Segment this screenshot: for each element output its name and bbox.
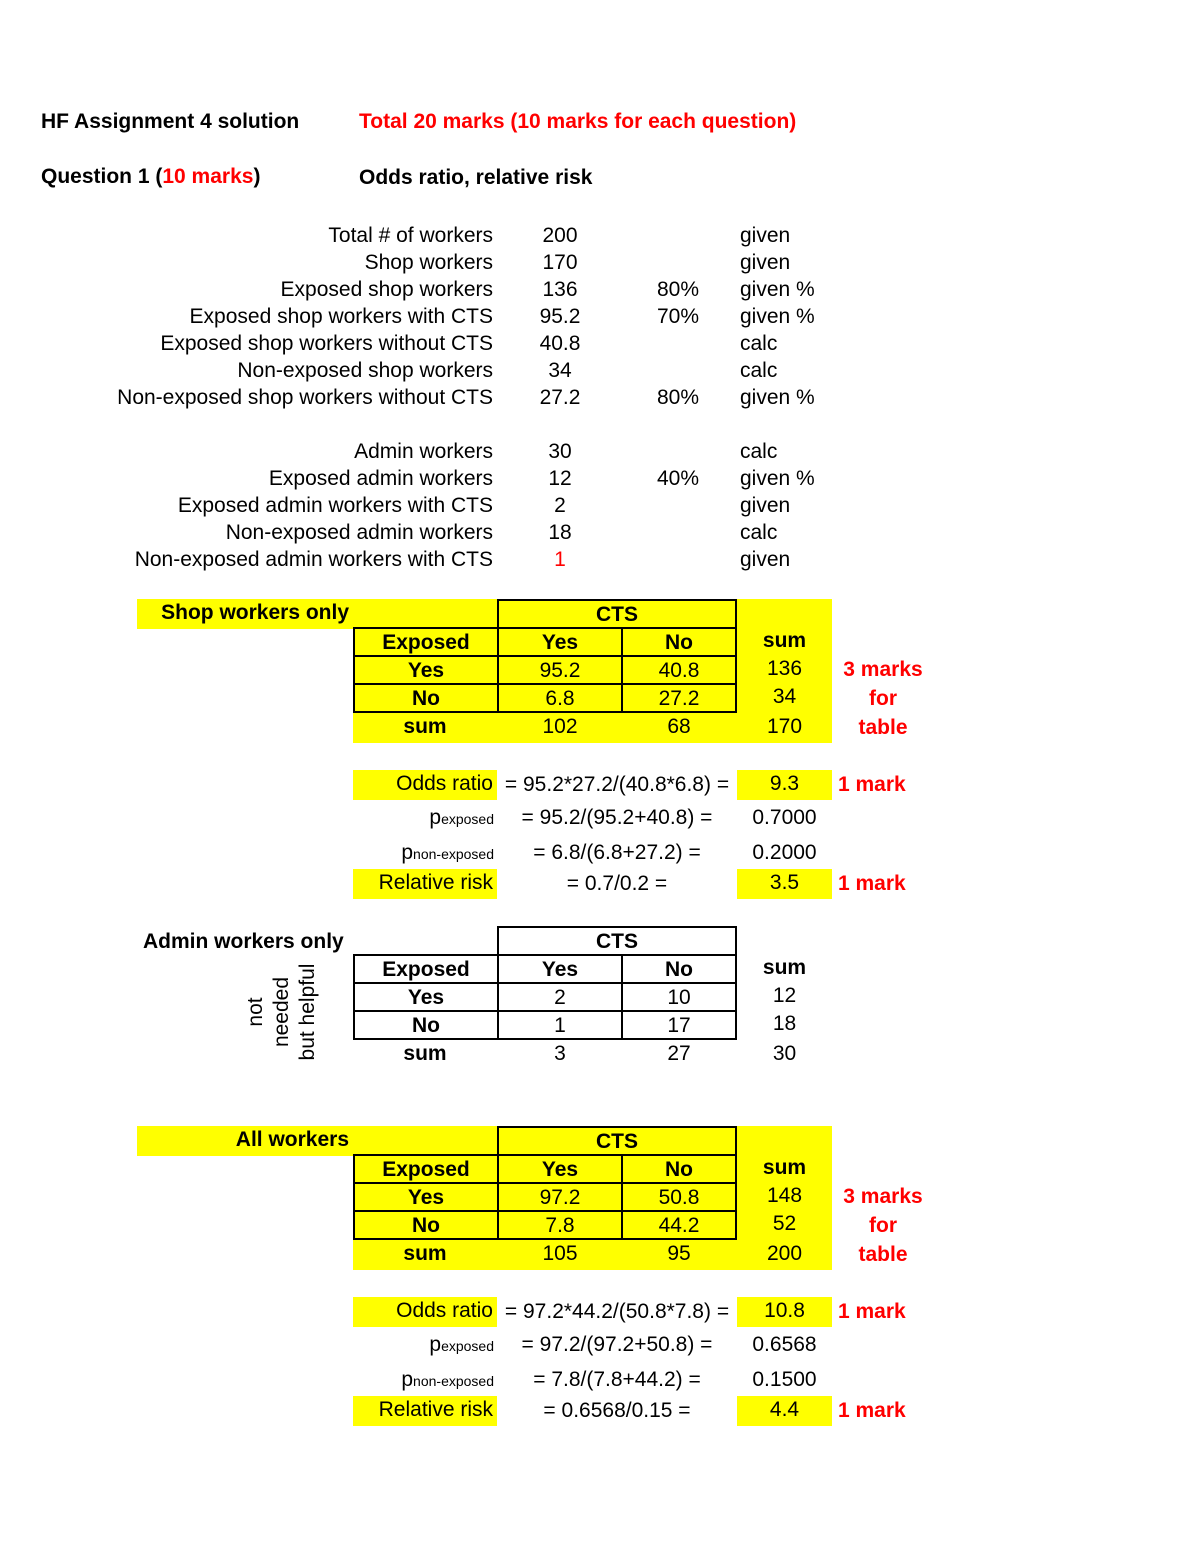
p-subscript: non-exposed	[413, 1373, 494, 1389]
given-label: Exposed admin workers	[268, 467, 493, 490]
all-relative-risk-formula: = 0.6568/0.15 =	[543, 1399, 691, 1422]
all-yellow-fill	[737, 1126, 832, 1156]
admin-row-yes-label: Yes	[353, 982, 499, 1012]
shop-row-sum-label: sum	[353, 713, 497, 743]
all-p-nonexposed-value: 0.1500	[752, 1368, 817, 1391]
shop-p-nonexposed-label	[353, 839, 494, 868]
question-marks: 10 marks	[162, 165, 254, 188]
shop-yes-header: Yes	[497, 627, 623, 657]
given-value: 95.2	[539, 305, 581, 328]
given-note: given	[740, 251, 791, 274]
given-value: 136	[542, 278, 578, 301]
given-note: calc	[740, 359, 778, 382]
admin-sum-header: sum	[762, 956, 807, 979]
given-note: calc	[740, 521, 778, 544]
admin-cell: 30	[772, 1042, 797, 1065]
given-note: given %	[740, 467, 815, 490]
given-label: Exposed admin workers with CTS	[177, 494, 493, 517]
shop-p-exposed-formula: = 95.2/(95.2+40.8) =	[521, 806, 713, 829]
all-p-nonexposed-label	[353, 1366, 494, 1395]
admin-row-no-label: No	[353, 1010, 499, 1040]
admin-note-line3: but helpful	[296, 963, 319, 1061]
given-note: calc	[740, 440, 778, 463]
all-cell: 50.8	[621, 1182, 737, 1212]
given-label: Exposed shop workers without CTS	[160, 332, 493, 355]
all-row-yes-label: Yes	[353, 1182, 499, 1212]
given-label: Non-exposed shop workers without CTS	[117, 386, 493, 409]
given-value: 12	[548, 467, 572, 490]
all-cts-header: CTS	[497, 1126, 737, 1156]
given-label: Total # of workers	[328, 224, 493, 247]
admin-note-line1: not	[244, 997, 267, 1027]
shop-marks-line2: for	[869, 687, 897, 710]
shop-sum-header: sum	[737, 627, 832, 657]
given-value: 34	[548, 359, 572, 382]
p-letter: p	[429, 1333, 442, 1356]
given-value: 2	[554, 494, 566, 517]
shop-marks-line1: 3 marks	[843, 658, 923, 681]
all-p-exposed-formula: = 97.2/(97.2+50.8) =	[521, 1333, 713, 1356]
shop-odds-ratio-formula: = 95.2*27.2/(40.8*6.8) =	[504, 773, 730, 796]
given-percent: 40%	[656, 467, 700, 490]
admin-title: Admin workers only	[143, 930, 344, 953]
given-note: given %	[740, 305, 815, 328]
shop-p-nonexposed-formula: = 6.8/(6.8+27.2) =	[533, 841, 701, 864]
admin-note-line2: needed	[270, 976, 293, 1048]
given-value: 18	[548, 521, 572, 544]
question-topic: Odds ratio, relative risk	[359, 166, 593, 189]
given-value: 170	[542, 251, 578, 274]
p-subscript: exposed	[441, 811, 494, 827]
all-row-no-label: No	[353, 1210, 499, 1240]
page-title: HF Assignment 4 solution	[41, 110, 300, 133]
shop-relative-risk-value: 3.5	[737, 869, 832, 899]
shop-p-nonexposed-value: 0.2000	[752, 841, 817, 864]
p-subscript: non-exposed	[413, 846, 494, 862]
shop-odds-ratio-label: Odds ratio	[353, 770, 497, 800]
given-value: 30	[548, 440, 572, 463]
shop-relative-risk-formula: = 0.7/0.2 =	[566, 872, 668, 895]
given-label: Exposed shop workers	[280, 278, 493, 301]
given-label: Shop workers	[364, 251, 493, 274]
shop-odds-ratio-value: 9.3	[737, 770, 832, 800]
all-cell: 52	[737, 1210, 832, 1240]
admin-yes-header: Yes	[497, 954, 623, 984]
all-odds-ratio-marks: 1 mark	[838, 1300, 906, 1323]
given-label: Admin workers	[354, 440, 493, 463]
question-heading	[41, 163, 260, 191]
shop-exposed-header: Exposed	[353, 627, 499, 657]
shop-yellow-fill	[737, 599, 832, 629]
all-cell: 95	[621, 1240, 737, 1270]
shop-cell: 68	[621, 713, 737, 743]
all-title: All workers	[137, 1126, 497, 1156]
all-cell: 44.2	[621, 1210, 737, 1240]
all-cell: 200	[737, 1240, 832, 1270]
admin-cell: 12	[772, 984, 797, 1007]
admin-cell: 18	[772, 1012, 797, 1035]
all-marks-line3: table	[858, 1243, 908, 1266]
shop-cell: 95.2	[497, 655, 623, 685]
given-value: 1	[554, 548, 566, 571]
all-row-sum-label: sum	[353, 1240, 497, 1270]
all-relative-risk-marks: 1 mark	[838, 1399, 906, 1422]
all-yes-header: Yes	[497, 1154, 623, 1184]
all-cell: 105	[497, 1240, 623, 1270]
all-marks-line1: 3 marks	[843, 1185, 923, 1208]
shop-cell: 6.8	[497, 683, 623, 713]
given-percent: 70%	[656, 305, 700, 328]
given-note: given %	[740, 278, 815, 301]
admin-row-sum-label: sum	[403, 1042, 447, 1065]
all-odds-ratio-formula: = 97.2*44.2/(50.8*7.8) =	[504, 1300, 730, 1323]
p-letter: p	[401, 841, 414, 864]
all-p-exposed-label	[353, 1331, 494, 1360]
question-suffix: )	[253, 165, 261, 188]
given-note: given	[740, 548, 791, 571]
given-note: given %	[740, 386, 815, 409]
p-subscript: exposed	[441, 1338, 494, 1354]
all-no-header: No	[621, 1154, 737, 1184]
given-value: 200	[542, 224, 578, 247]
shop-cell: 170	[737, 713, 832, 743]
shop-title: Shop workers only	[137, 599, 497, 629]
given-percent: 80%	[656, 386, 700, 409]
all-sum-header: sum	[737, 1154, 832, 1184]
shop-cell: 102	[497, 713, 623, 743]
admin-cell: 2	[497, 982, 623, 1012]
admin-cell: 10	[621, 982, 737, 1012]
shop-row-yes-label: Yes	[353, 655, 499, 685]
admin-cell: 1	[497, 1010, 623, 1040]
shop-no-header: No	[621, 627, 737, 657]
shop-cell: 27.2	[621, 683, 737, 713]
admin-cell: 17	[621, 1010, 737, 1040]
shop-cell: 40.8	[621, 655, 737, 685]
given-label: Non-exposed shop workers	[237, 359, 493, 382]
all-p-exposed-value: 0.6568	[752, 1333, 817, 1356]
shop-relative-risk-marks: 1 mark	[838, 872, 906, 895]
shop-relative-risk-label: Relative risk	[353, 869, 497, 899]
total-marks: Total 20 marks (10 marks for each question)	[359, 110, 797, 133]
all-cell: 7.8	[497, 1210, 623, 1240]
admin-cell: 3	[554, 1042, 566, 1065]
all-relative-risk-label: Relative risk	[353, 1396, 497, 1426]
shop-cell: 136	[737, 655, 832, 685]
given-note: calc	[740, 332, 778, 355]
given-label: Non-exposed admin workers	[225, 521, 493, 544]
shop-cell: 34	[737, 683, 832, 713]
admin-cell: 27	[667, 1042, 691, 1065]
all-odds-ratio-value: 10.8	[737, 1297, 832, 1327]
all-exposed-header: Exposed	[353, 1154, 499, 1184]
all-p-nonexposed-formula: = 7.8/(7.8+44.2) =	[533, 1368, 701, 1391]
question-prefix: Question 1 (	[41, 165, 163, 188]
shop-cts-header: CTS	[497, 599, 737, 629]
all-marks-line2: for	[869, 1214, 897, 1237]
given-label: Exposed shop workers with CTS	[189, 305, 493, 328]
given-label: Non-exposed admin workers with CTS	[134, 548, 493, 571]
shop-marks-line3: table	[858, 716, 908, 739]
given-note: given	[740, 224, 791, 247]
admin-cts-header: CTS	[497, 926, 737, 956]
shop-row-no-label: No	[353, 683, 499, 713]
p-letter: p	[401, 1368, 414, 1391]
all-odds-ratio-label: Odds ratio	[353, 1297, 497, 1327]
admin-no-header: No	[621, 954, 737, 984]
shop-odds-ratio-marks: 1 mark	[838, 773, 906, 796]
shop-p-exposed-value: 0.7000	[752, 806, 817, 829]
shop-p-exposed-label	[353, 804, 494, 833]
given-value: 27.2	[539, 386, 581, 409]
all-cell: 97.2	[497, 1182, 623, 1212]
given-value: 40.8	[539, 332, 581, 355]
all-relative-risk-value: 4.4	[737, 1396, 832, 1426]
given-note: given	[740, 494, 791, 517]
all-cell: 148	[737, 1182, 832, 1212]
given-percent: 80%	[656, 278, 700, 301]
p-letter: p	[429, 806, 442, 829]
admin-exposed-header: Exposed	[353, 954, 499, 984]
